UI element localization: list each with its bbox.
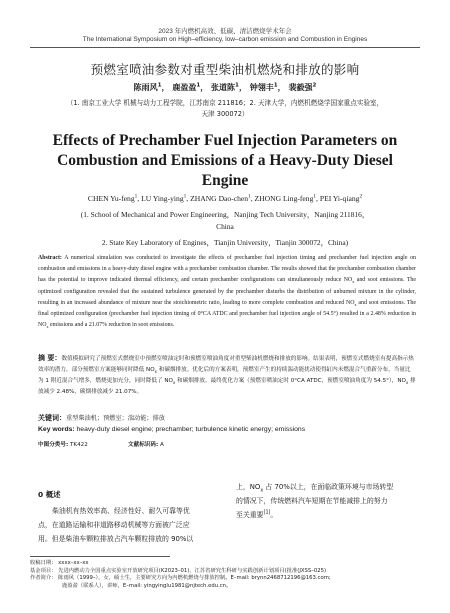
author-en: CHEN Yu-feng$^1$ bbox=[87, 193, 138, 203]
conference-title-en: The International Symposium on High–efficiency, low–carbon emission and Combustion in Engines bbox=[82, 36, 368, 43]
author-list-en: CHEN Yu-feng$^1$, LU Ying-ying$^1$, ZHANG Dao-chen$^1$, ZHONG Ling-feng$^1$, PEI Yi-qiang$^2$ bbox=[87, 193, 363, 203]
body-right-column: 上，$NO_x$ 占 70%以上，在面临政策环境与市场转型 的情况下，传统燃料汽车短期在节能减排上的努力 至关重要[1]。 bbox=[236, 483, 394, 519]
keywords-en-label: Key words: bbox=[38, 426, 75, 433]
author-en: ZHONG Ling-feng$^1$ bbox=[254, 193, 317, 203]
footnotes bbox=[30, 560, 425, 590]
footnote-received: 收稿日期： xxxx–xx–xx bbox=[30, 560, 89, 566]
footnote-fund: 基金项目： 先进内燃动力全国重点实验室开放研究项目(K2023–01)，江苏省研究生科研与实践创新计划项目(批准(JXSS–025) bbox=[30, 567, 327, 574]
author-en: PEI Yi-qiang$^2$ bbox=[319, 193, 363, 203]
author-cn: 陈雨风$^1$ bbox=[133, 82, 162, 92]
keywords-en: Key words: heavy-duty diesel engine; prechamber; turbulence kinetic energy; emissions bbox=[38, 426, 306, 433]
footnote-contact: 鹿盈盈（联系人），讲师，E–mail: yingyinglu1981@njtech.edu.cn。 bbox=[62, 582, 232, 589]
affiliation-cn-line2: 天津 300072） bbox=[201, 110, 249, 118]
keywords-cn: 关键词：重型柴油机；预燃室；湍动能；排放 bbox=[38, 414, 165, 422]
paper-title-en-line3: Engine bbox=[201, 172, 249, 189]
author-cn: 鹿盈盈$^1$ bbox=[172, 82, 201, 92]
author-cn: 钟翎丰$^1$ bbox=[249, 82, 278, 92]
affiliation-en-line1: (1. School of Mechanical and Power Engineering，Nanjing Tech University，Nanjing 211816， bbox=[80, 210, 370, 219]
paper-title-en-line1: Effects of Prechamber Fuel Injection Parameters on bbox=[52, 132, 398, 149]
author-cn: 张道陈$^1$ bbox=[211, 82, 239, 92]
author-list-cn: 陈雨风$^1$， 鹿盈盈$^1$， 张道陈$^1$， 钟翎丰$^1$， 裴毅强$^2$ bbox=[133, 82, 317, 92]
keywords-cn-label: 关键词： bbox=[38, 414, 66, 422]
footnote-author: 作者简介： 陈雨风（1999–），女，硕士生，主要研究方向为内燃机燃烧与排放控制。E–mail: brynn2468712196@163.com; bbox=[30, 575, 331, 582]
clc-number: 中图分类号: TK422 bbox=[38, 442, 88, 448]
paper-title-en-line2: Combustion and Emissions of a Heavy-Duty Diesel bbox=[57, 152, 393, 169]
abstract-cn-label: 摘 要： bbox=[38, 354, 62, 362]
header-divider bbox=[30, 47, 420, 48]
author-en: LU Ying-ying$^1$ bbox=[141, 193, 187, 203]
paper-title-cn: 预燃室喷油参数对重型柴油机燃烧和排放的影响 bbox=[90, 62, 360, 77]
affiliation-en-line3: 2. State Key Laboratory of Engines，Tianjin University，Tianjin 300072，China) bbox=[101, 238, 349, 247]
author-cn: 裴毅强$^2$ bbox=[288, 82, 317, 92]
body-left-column: 柴油机有热效率高、经济性好、耐久可靠等优 点，在道路运输和非道路移动机械等方面被广泛应 用。但是柴油车颗粒排放占汽车颗粒排放的 90%以 bbox=[38, 507, 194, 543]
section-heading: 0 概述 bbox=[38, 490, 61, 499]
affiliation-cn-line1: （1. 南京工业大学 机械与动力工程学院，江苏南京 211816；2. 天津大学，内燃机燃烧学国家重点实验室， bbox=[66, 99, 384, 107]
abstract-en: Abstract: A numerical simulation was conducted to investigate the effects of prechamber fuel injection timing and prechamber fuel injection angle on combustion and emissions in a heavy-duty diesel engine with a prechamber combustion chamber. The results showed that the prechamber combustion chamber has the potential to improve indicated thermal efficiency, and certain prechamber configurations can simultaneously reduce $NO_x$ and soot emissions. The optimized configuration revealed that the sustained turbulence generated by the prechamber disturbs the distribution of unburned mixture in the cylinder, resulting in an increased abundance of mixture near the stoichiometric ratio, leading to more complete combustion and reduced $NO_x$ and soot emissions. The final optimized configuration (prechamber fuel injection timing of 0°CA ATDC and prechamber fuel injection angle of 54.5°) resulted in a 2.48% reduction in $NO_x$ emissions and a 21.07% reduction in soot emissions. bbox=[38, 255, 416, 330]
author-en: ZHANG Dao-chen$^1$ bbox=[190, 193, 251, 203]
footnote-divider bbox=[30, 556, 170, 557]
affiliation-en-line2: China bbox=[216, 222, 234, 231]
abstract-label: Abstract: bbox=[38, 255, 62, 261]
conference-title-cn: 2023 年内燃机高效、低碳、清洁燃烧学术年会 bbox=[158, 28, 292, 35]
document-code: 文献标识码: A bbox=[128, 442, 164, 448]
abstract-cn: 摘 要：数值模拟研究了预燃室式燃烧室中预燃室喷油定时和预燃室喷油角度对重型柴油机燃烧和排放的影响。结果表明，预燃室式燃烧室有提高指示热效率的潜力，部分预燃室方案能够同时降低 $NO_x$ 和碳烟排放。优化后的方案表明，预燃室产生的持续湍动能扰动使得缸内未燃混合气重新分布，当量比为 1 附近混合气增多，燃烧更加充分，同时降低了 $NO_x$ 和碳烟排放。最终优化方案（预燃室喷油定时 0°CA ATDC，预燃室喷油角度为 54.5°），$NO_x$ 排放减少 2.48%，碳烟排放减少 21.07%。 bbox=[38, 354, 416, 395]
